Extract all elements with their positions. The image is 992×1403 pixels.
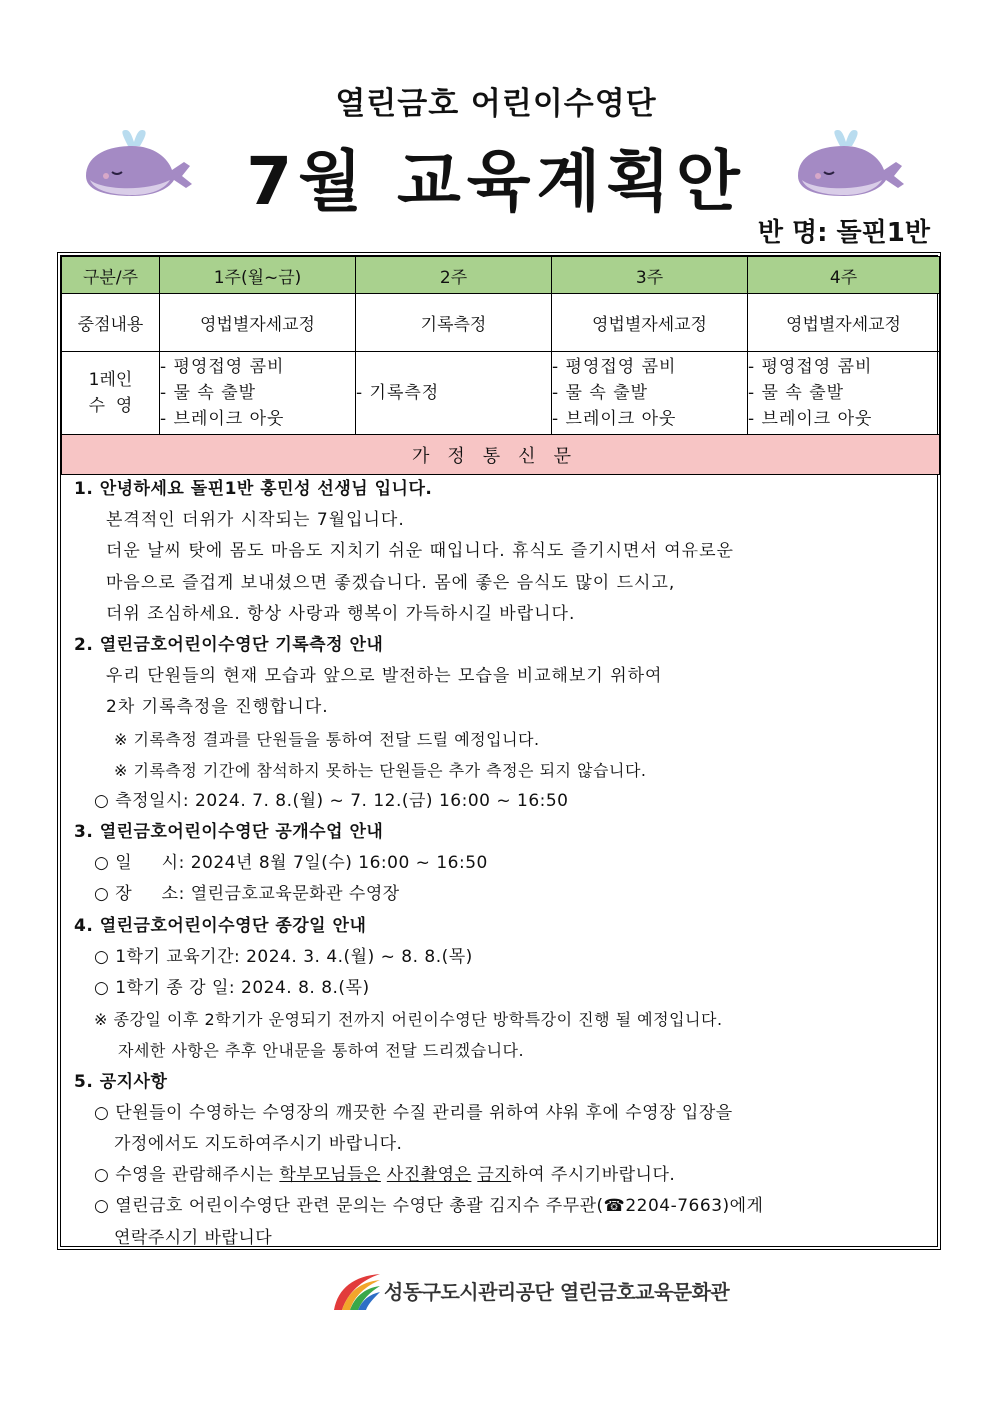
table-row [62, 352, 940, 435]
paragraph-line: 더운 날씨 탓에 몸도 마음도 지치기 쉬운 때입니다. 휴식도 즐기시면서 여유로운 [106, 541, 734, 562]
bullet-line: ○ 장 소: 열린금호교육문화관 수영장 [94, 884, 400, 905]
document-title: 7월 교육계획안 [246, 143, 746, 220]
text-span: 하여 주시기바랍니다. [511, 1165, 676, 1186]
paragraph-line: 2차 기록측정을 진행합니다. [106, 697, 329, 718]
paragraph-line: 더위 조심하세요. 항상 사랑과 행복이 가득하시길 바랍니다. [106, 603, 576, 624]
table-cell: 기록측정 [356, 294, 552, 352]
section-heading: 3. 열린금호어린이수영단 공개수업 안내 [74, 822, 384, 843]
notice-header-row [62, 435, 940, 475]
list-item: - 브레이크 아웃 [160, 409, 285, 429]
bullet-line [74, 1160, 927, 1191]
underlined-text: 금지 [477, 1165, 512, 1186]
bullet-line: ○ 1학기 종 강 일: 2024. 8. 8.(목) [94, 978, 370, 998]
note-line: ※ 기록측정 기간에 참석하지 못하는 단원들은 추가 측정은 되지 않습니다. [114, 760, 647, 780]
rainbow-logo-icon [332, 1270, 384, 1312]
table-cell [356, 352, 552, 435]
document-subtitle: 열린금호 어린이수영단 [335, 86, 657, 122]
row-label-line: 수 영 [88, 396, 133, 416]
table-cell: 영법별자세교정 [552, 294, 748, 352]
section-heading: 1. 안녕하세요 돌핀1반 홍민성 선생님 입니다. [74, 479, 433, 499]
column-header: 2주 [356, 257, 552, 294]
notice-header: 가정통신문 [62, 435, 940, 475]
column-header: 1주(월~금) [160, 257, 356, 294]
bullet-line: ○ 1학기 교육기간: 2024. 3. 4.(월) ~ 8. 8.(목) [94, 946, 473, 967]
note-line: ※ 종강일 이후 2학기가 운영되기 전까지 어린이수영단 방학특강이 진행 될 예정입니다. [94, 1010, 723, 1030]
list-item: - 브레이크 아웃 [748, 409, 873, 429]
list-item: - 기록측정 [356, 383, 440, 403]
list-item: - 평영접영 콤비 [160, 357, 285, 377]
class-name: 반 명: 돌핀1반 [757, 218, 930, 248]
organization-name: 성동구도시관리공단 열린금호교육문화관 [384, 1280, 730, 1304]
row-label: 중점내용 [62, 294, 160, 352]
bullet-line: ○ 단원들이 수영하는 수영장의 깨끗한 수질 관리를 위하여 샤워 후에 수영장 입장을 [94, 1102, 733, 1123]
table-cell [748, 352, 940, 435]
bullet-line: ○ 측정일시: 2024. 7. 8.(월) ~ 7. 12.(금) 16:00 ~ 16:50 [94, 790, 569, 811]
column-header: 구분/주 [62, 257, 160, 294]
education-plan-table [61, 256, 940, 475]
paragraph-line: 본격적인 더위가 시작되는 7월입니다. [106, 510, 405, 531]
bullet-line: ○ 일 시: 2024년 8월 7일(수) 16:00 ~ 16:50 [94, 853, 488, 874]
list-item: - 평영접영 콤비 [552, 357, 677, 377]
bullet-line: ○ 열린금호 어린이수영단 관련 문의는 수영단 총괄 김지수 주무관(☎2204-7663)에게 [94, 1196, 764, 1217]
home-notice-body [74, 474, 927, 1254]
table-header-row [62, 257, 940, 294]
text-span: ○ 수영을 관람해주시는 [94, 1165, 280, 1186]
note-line: ※ 기록측정 결과를 단원들을 통하여 전달 드릴 예정입니다. [114, 729, 540, 749]
document-frame [57, 252, 941, 1250]
table-cell [160, 352, 356, 435]
list-item: - 물 속 출발 [748, 383, 845, 403]
list-item: - 브레이크 아웃 [552, 409, 677, 429]
list-item: - 물 속 출발 [160, 383, 257, 403]
underlined-text: 학부모님들은 [279, 1165, 381, 1186]
section-heading: 5. 공지사항 [74, 1071, 168, 1092]
table-cell: 영법별자세교정 [160, 294, 356, 352]
section-heading: 2. 열린금호어린이수영단 기록측정 안내 [74, 634, 384, 655]
list-item: - 물 속 출발 [552, 383, 649, 403]
column-header: 4주 [748, 257, 940, 294]
note-line: 자세한 사항은 추후 안내문을 통하여 전달 드리겠습니다. [118, 1041, 525, 1061]
underlined-text: 사진촬영은 [386, 1165, 472, 1186]
table-cell [552, 352, 748, 435]
row-label [62, 352, 160, 435]
footer [332, 1268, 730, 1314]
row-label-line: 1레인 [88, 370, 133, 390]
paragraph-line: 가정에서도 지도하여주시기 바랍니다. [114, 1133, 403, 1154]
list-item: - 평영접영 콤비 [748, 357, 873, 377]
column-header: 3주 [552, 257, 748, 294]
table-cell: 영법별자세교정 [748, 294, 940, 352]
table-row [62, 294, 940, 352]
paragraph-line: 우리 단원들의 현재 모습과 앞으로 발전하는 모습을 비교해보기 위하여 [106, 666, 663, 687]
section-heading: 4. 열린금호어린이수영단 종강일 안내 [74, 915, 367, 936]
paragraph-line: 연락주시기 바랍니다 [114, 1227, 273, 1248]
paragraph-line: 마음으로 즐겁게 보내셨으면 좋겠습니다. 몸에 좋은 음식도 많이 드시고, [106, 572, 676, 593]
